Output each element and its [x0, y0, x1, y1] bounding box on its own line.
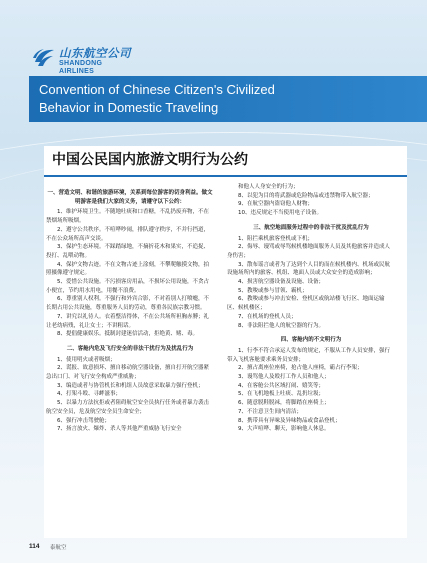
section-heading: 四、客舱内的不文明行为 [280, 337, 342, 344]
rule-item: 2、侮辱、谩骂或辱骂候机楼地面服务人员及其他旅客并造成人身伤害； [227, 244, 391, 259]
section-heading: 三、航空地面服务过程中的非法干扰及扰乱行为 [253, 224, 369, 231]
airline-logo-en-line2: AIRLINES [59, 68, 95, 75]
section-heading: 二、客舱内危及飞行安全的非法干扰行为及扰乱行为 [66, 345, 194, 352]
rule-item: 7、扬言放火、爆炸、杀人等其他严重威胁飞行安全 [57, 426, 182, 433]
banner-title-line1: Convention of Chinese Citizen's Civilized [39, 82, 275, 97]
rule-item: 7、讲究以礼待人。衣着整洁得体，不在公共场所袒胸赤膊；礼让老幼病残，礼让女士；不讲粗话。 [46, 313, 210, 329]
airline-logo-icon [32, 45, 56, 69]
rule-item: 5、以暴力方法抗拒或者阻碍航空安全员执行任务或者暴力袭击航空安全员，危及航空安全员生命安全； [46, 400, 210, 415]
rule-item: 8、非法阻拦他人的航空器的行为。 [238, 322, 325, 329]
right-column [227, 183, 395, 434]
rule-item: 和他人人身安全的行为； [238, 184, 299, 190]
airline-logo-cn: 山东航空公司 [59, 46, 131, 60]
section-heading: 一、营造文明、和谐的旅游环境，关系到每位游客的切身利益。做文明游客是我们大家的义务，请遵守以下公约： [47, 190, 213, 205]
rule-item: 8、携带具有异味及异味物品或食品登机； [238, 417, 341, 424]
rule-item: 1、行李不符合承运人发布的规定，不服从工作人员安排，强行带入飞机客舱要求乘务员安排； [227, 347, 391, 363]
page-title: 中国公民国内旅游文明行为公约 [52, 152, 248, 168]
rule-item: 1、阻拦乘机旅客登机或下机； [238, 235, 314, 242]
rule-item: 8、以犯为目的将武器或危险物品或违禁物带入航空器； [238, 192, 374, 199]
airline-logo-en-line1: SHANDONG [59, 60, 103, 67]
rule-item: 3、谩骂他人及殴打工作人员和他人； [238, 374, 330, 381]
rule-item: 3、散布谣言或者为了达到个人目的而在候机楼内、机场或民航设施场所内的旅客、机组、地面人员或大众安全的造成影响； [227, 261, 391, 277]
rule-item: 6、随意脱鞋脱袜，将脚踏在座椅上； [238, 400, 330, 407]
banner-title-line2: Behavior in Domestic Traveling [39, 100, 219, 115]
rule-item: 2、遵守公共秩序。不喧哗吵闹，排队遵守秩序，不并行挡道，不在公众场所高声交谈。 [46, 226, 210, 242]
rule-item: 7、不注意卫生间内清洁； [238, 408, 303, 415]
rule-item: 4、损害航空器设备及设施、设备； [238, 279, 325, 286]
rule-item: 4、保护文物古迹。不在文物古迹上涂刻，不攀爬触摸文物，拍照摄像遵守规定。 [46, 261, 210, 277]
rule-item: 10、违反规定不当使用电子设备。 [238, 210, 322, 217]
rule-item: 6、强行冲击驾驶舱； [57, 417, 110, 424]
rule-item: 2、谎报、故意损坏、擅自移动航空器设备，擅自打开航空器紧急出口门、对飞行安全构成严重威胁； [46, 365, 210, 381]
rule-item: 6、教唆或参与冲击安检、登机区或航站楼飞行区、地面运输区、候机楼区； [227, 296, 385, 312]
rule-item: 4、在客舱公共区域打闹、嬉笑等； [238, 382, 325, 389]
rule-item: 7、在机场的登机人员； [238, 313, 297, 320]
rule-item: 6、尊重别人权利。不强行和外宾合影，不对着别人打喷嚏，不长期占用公共设施，尊重服务人员的劳动，尊重各民族宗教习惯。 [46, 296, 210, 312]
rule-item: 9、大声喧哗、聊天，影响他人休息。 [238, 426, 330, 433]
rule-item: 4、打架斗殴、寻衅滋事； [57, 391, 122, 398]
left-column [46, 183, 214, 434]
rule-item: 5、爱惜公共设施。不污损客房用品，不损坏公用设施，不贪占小便宜，节约用水用电，用餐不浪费。 [46, 279, 210, 294]
rule-item: 1、维护环境卫生。不随地吐痰和口香糖，不乱扔废弃物，不在禁烟场所吸烟。 [46, 209, 210, 225]
title-banner [29, 76, 427, 122]
magazine-name: 泰航空 [50, 545, 67, 551]
rule-item: 3、保护生态环境。不踩踏绿地，不摘折花木和果实，不追捉、投打、乱喂动物。 [46, 244, 210, 259]
page-number: 114 [29, 543, 40, 550]
rule-item: 2、擅占离座位座椅，抢占他人座椅，霸占行李架； [238, 365, 363, 372]
content-panel [44, 146, 407, 538]
rule-item: 5、教唆或参与冒领、霸机； [238, 287, 308, 294]
rule-item: 8、提倡健康娱乐。抵制封建迷信活动，拒绝黄、赌、毒。 [57, 331, 199, 338]
rule-item: 9、在航空器内盗窃他人财物； [238, 201, 314, 208]
rule-item: 3、编造或者与协管机长和机组人员故意采取暴力强行登机； [57, 382, 204, 389]
title-divider [44, 175, 407, 177]
rule-item: 1、使用明火或者吸烟； [57, 356, 116, 363]
rule-item: 5、在飞机地板上吐痰、乱扔垃圾； [238, 391, 325, 398]
